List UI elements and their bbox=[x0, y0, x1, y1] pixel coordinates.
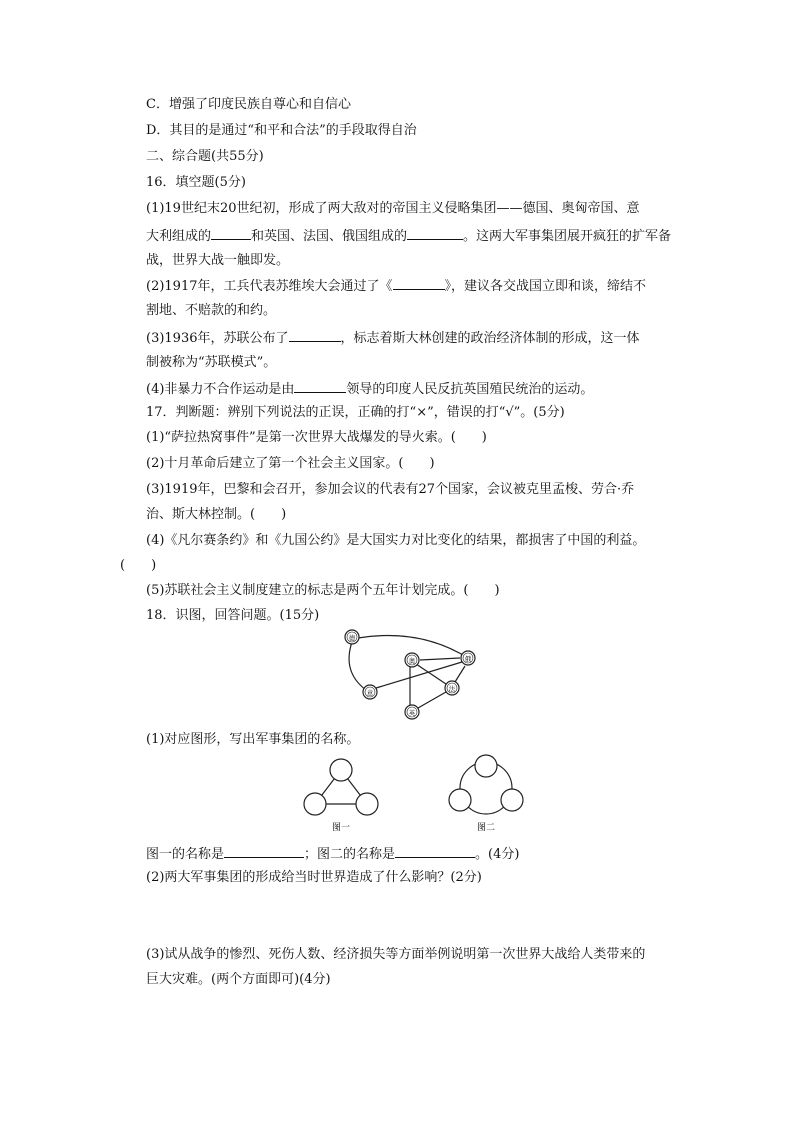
blank-5[interactable] bbox=[294, 380, 346, 393]
option-d: D．其目的是通过“和平和合法”的手段取得自治 bbox=[146, 123, 417, 138]
q16-p1-line2 bbox=[146, 227, 671, 245]
option-c: C．增强了印度民族自尊心和自信心 bbox=[146, 97, 351, 112]
q18-answer-line bbox=[146, 845, 519, 863]
node-label: 英 bbox=[408, 709, 416, 717]
ans-text-b: ；图二的名称是 bbox=[304, 847, 396, 862]
q18-sub3-line2: 巨大灾难。(两个方面即可)(4分) bbox=[146, 972, 331, 987]
q16-p2-line1 bbox=[146, 277, 646, 295]
node-fa bbox=[445, 681, 459, 695]
q16-p1-text-b: 和英国、法国、俄国组成的 bbox=[251, 229, 408, 244]
q17-s1: (1)“萨拉热窝事件”是第一次世界大战爆发的导火索。( ) bbox=[146, 430, 487, 445]
q16-p2-text-a: (2)1917年，工兵代表苏维埃大会通过了《 bbox=[146, 279, 393, 294]
q18-sub3-line1: (3)试从战争的惨烈、死伤人数、经济损失等方面举例说明第一次世界大战给人类带来的 bbox=[146, 947, 646, 962]
q18-sub2: (2)两大军事集团的形成给当时世界造成了什么影响？(2分) bbox=[146, 870, 482, 885]
alliance-network-figure bbox=[330, 622, 490, 727]
q18-sub1: (1)对应图形，写出军事集团的名称。 bbox=[146, 732, 360, 747]
section-title: 二、综合题(共55分) bbox=[146, 149, 264, 164]
blank-fig2[interactable] bbox=[395, 845, 475, 858]
link-ao-e bbox=[420, 658, 460, 660]
q16-p4-text-a: (4)非暴力不合作运动是由 bbox=[146, 382, 295, 397]
q18-title: 18．识图，回答问题。(15分) bbox=[146, 608, 320, 623]
link-fa-ying bbox=[418, 692, 446, 708]
node-label: 德 bbox=[348, 634, 356, 642]
q17-title: 17．判断题：辨别下列说法的正误，正确的打“×”，错误的打“√”。(5分) bbox=[146, 405, 565, 420]
tri-node bbox=[356, 793, 378, 815]
ring-node bbox=[449, 789, 471, 811]
q17-s3-line2: 治、斯大林控制。( ) bbox=[146, 507, 287, 522]
node-de bbox=[345, 630, 359, 644]
node-label: 奥 bbox=[408, 657, 416, 665]
node-label: 法 bbox=[448, 685, 456, 693]
q16-p1-text-a: 大利组成的 bbox=[146, 229, 212, 244]
tri-node bbox=[304, 793, 326, 815]
figure-one-caption: 图一 bbox=[331, 823, 351, 833]
link-e-fa bbox=[455, 666, 465, 682]
blank-1[interactable] bbox=[211, 227, 251, 240]
q16-p1-text-c: 。这两大军事集团展开疯狂的扩军备 bbox=[463, 229, 672, 244]
q17-s3-line1: (3)1919年，巴黎和会召开，参加会议的代表有27个国家，会议被克里孟梭、劳合·乔 bbox=[146, 482, 635, 497]
blank-2[interactable] bbox=[407, 227, 463, 240]
link-de-yi bbox=[349, 642, 366, 690]
q16-p3-text-a: (3)1936年，苏联公布了 bbox=[146, 331, 289, 346]
q16-p3-line2: 制被称为“苏联模式”。 bbox=[146, 355, 277, 370]
node-ao bbox=[405, 653, 419, 667]
q16-p2-line2: 割地、不赔款的和约。 bbox=[146, 303, 277, 318]
q17-s2: (2)十月革命后建立了第一个社会主义国家。( ) bbox=[146, 456, 435, 471]
q16-p1-line3: 战，世界大战一触即发。 bbox=[146, 253, 290, 268]
blank-fig1[interactable] bbox=[224, 845, 304, 858]
q16-p3-line1 bbox=[146, 329, 640, 347]
ring-node bbox=[475, 755, 497, 777]
node-label: 俄 bbox=[464, 655, 472, 663]
tri-node bbox=[330, 759, 352, 781]
q16-p4 bbox=[146, 380, 593, 398]
q17-s4-line1: (4)《凡尔赛条约》和《九国公约》是大国实力对比变化的结果，都损害了中国的利益。 bbox=[146, 533, 646, 548]
blank-3[interactable] bbox=[393, 277, 445, 290]
ring-node bbox=[501, 789, 523, 811]
node-label: 意 bbox=[366, 689, 374, 697]
q16-title: 16．填空题(5分) bbox=[146, 175, 246, 190]
ans-text-a: 图一的名称是 bbox=[146, 847, 225, 862]
q17-s5: (5)苏联社会主义制度建立的标志是两个五年计划完成。( ) bbox=[146, 583, 500, 598]
ans-text-c: 。(4分) bbox=[475, 847, 520, 862]
blank-4[interactable] bbox=[289, 329, 341, 342]
node-e bbox=[461, 651, 475, 665]
node-ying bbox=[405, 705, 419, 719]
figure-two bbox=[444, 752, 528, 836]
figure-two-caption: 图二 bbox=[476, 823, 496, 833]
node-yi bbox=[363, 685, 377, 699]
q17-s4-line2: ( ) bbox=[120, 558, 157, 573]
q16-p3-text-b: ，标志着斯大林创建的政治经济体制的形成，这一体 bbox=[340, 331, 640, 346]
figure-one bbox=[300, 756, 382, 836]
q16-p4-text-b: 领导的印度人民反抗英国殖民统治的运动。 bbox=[346, 382, 594, 397]
q16-p2-text-b: 》，建议各交战国立即和谈，缔结不 bbox=[444, 279, 647, 294]
q16-p1-line1: (1)19世纪末20世纪初，形成了两大敌对的帝国主义侵略集团——德国、奥匈帝国、意 bbox=[146, 201, 640, 216]
